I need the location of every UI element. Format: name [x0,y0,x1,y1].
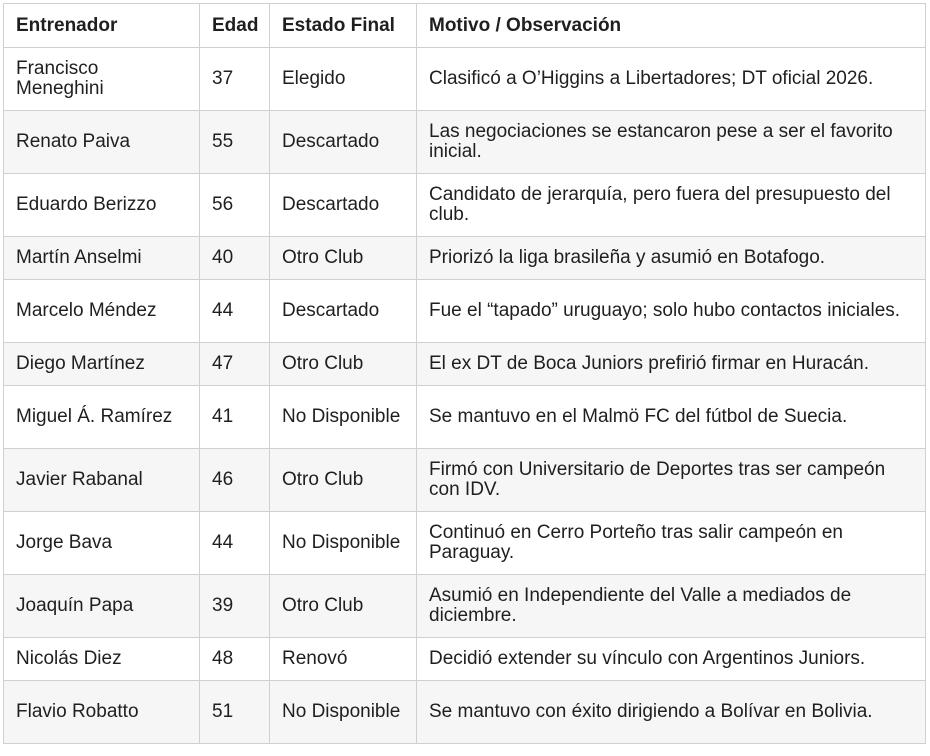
cell-estado: No Disponible [270,512,417,575]
cell-motivo: Asumió en Independiente del Valle a mediados de diciembre. [417,575,926,638]
table-row [4,48,926,111]
cell-edad: 46 [200,449,270,512]
header-estado-final: Estado Final [270,4,417,48]
cell-edad: 37 [200,48,270,111]
coaches-table-container [3,3,925,744]
cell-estado: Descartado [270,280,417,343]
cell-entrenador: Diego Martínez [4,343,200,386]
cell-motivo: Decidió extender su vínculo con Argentinos Juniors. [417,638,926,681]
cell-estado: Elegido [270,48,417,111]
table-row [4,575,926,638]
cell-edad: 41 [200,386,270,449]
table-row [4,237,926,280]
cell-motivo: Fue el “tapado” uruguayo; solo hubo contactos iniciales. [417,280,926,343]
table-body [4,48,926,744]
cell-edad: 40 [200,237,270,280]
cell-motivo: Firmó con Universitario de Deportes tras ser campeón con IDV. [417,449,926,512]
cell-edad: 39 [200,575,270,638]
table-row [4,174,926,237]
header-entrenador: Entrenador [4,4,200,48]
cell-motivo: Se mantuvo en el Malmö FC del fútbol de Suecia. [417,386,926,449]
table-row [4,681,926,744]
cell-estado: Renovó [270,638,417,681]
cell-estado: Descartado [270,111,417,174]
cell-estado: No Disponible [270,681,417,744]
cell-entrenador: Martín Anselmi [4,237,200,280]
cell-estado: No Disponible [270,386,417,449]
cell-edad: 55 [200,111,270,174]
cell-entrenador: Francisco Meneghini [4,48,200,111]
table-row [4,512,926,575]
cell-motivo: Candidato de jerarquía, pero fuera del presupuesto del club. [417,174,926,237]
cell-entrenador: Flavio Robatto [4,681,200,744]
table-row [4,386,926,449]
header-edad: Edad [200,4,270,48]
cell-entrenador: Nicolás Diez [4,638,200,681]
cell-motivo: Se mantuvo con éxito dirigiendo a Bolívar en Bolivia. [417,681,926,744]
cell-edad: 56 [200,174,270,237]
cell-estado: Otro Club [270,575,417,638]
table-row [4,280,926,343]
table-row [4,343,926,386]
cell-entrenador: Marcelo Méndez [4,280,200,343]
table-header [4,4,926,48]
cell-entrenador: Jorge Bava [4,512,200,575]
table-row [4,111,926,174]
cell-edad: 47 [200,343,270,386]
cell-estado: Otro Club [270,449,417,512]
cell-edad: 44 [200,512,270,575]
cell-estado: Otro Club [270,237,417,280]
cell-edad: 51 [200,681,270,744]
cell-edad: 44 [200,280,270,343]
cell-entrenador: Eduardo Berizzo [4,174,200,237]
cell-entrenador: Javier Rabanal [4,449,200,512]
cell-entrenador: Joaquín Papa [4,575,200,638]
coaches-table [3,3,926,744]
cell-entrenador: Miguel Á. Ramírez [4,386,200,449]
cell-estado: Otro Club [270,343,417,386]
header-row [4,4,926,48]
table-row [4,638,926,681]
cell-motivo: Clasificó a O’Higgins a Libertadores; DT oficial 2026. [417,48,926,111]
cell-estado: Descartado [270,174,417,237]
cell-motivo: El ex DT de Boca Juniors prefirió firmar en Huracán. [417,343,926,386]
cell-entrenador: Renato Paiva [4,111,200,174]
cell-edad: 48 [200,638,270,681]
cell-motivo: Priorizó la liga brasileña y asumió en Botafogo. [417,237,926,280]
header-motivo: Motivo / Observación [417,4,926,48]
cell-motivo: Continuó en Cerro Porteño tras salir campeón en Paraguay. [417,512,926,575]
table-row [4,449,926,512]
cell-motivo: Las negociaciones se estancaron pese a ser el favorito inicial. [417,111,926,174]
